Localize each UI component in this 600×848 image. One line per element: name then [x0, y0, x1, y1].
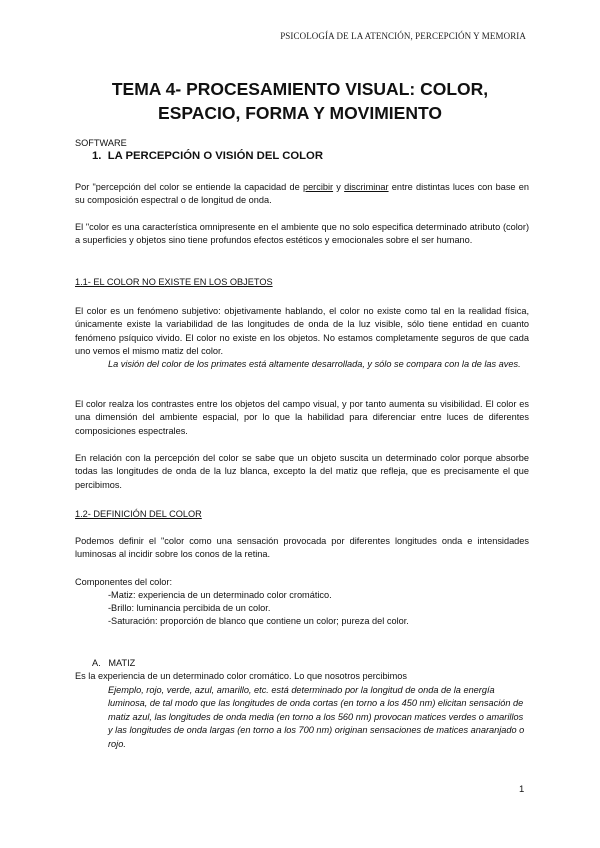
component-item: -Matiz: experiencia de un determinado color cromático.	[108, 590, 332, 600]
subsection-title: MATIZ	[108, 658, 136, 668]
link-discriminar[interactable]: discriminar	[344, 182, 389, 192]
subsection-letter: A.	[92, 658, 101, 668]
italic-note-primates: La visión del color de los primates está altamente desarrollada, y sólo se compara con la de las aves.	[108, 359, 521, 369]
page-title-line-1: TEMA 4- PROCESAMIENTO VISUAL: COLOR,	[111, 79, 489, 99]
section-heading-1	[92, 150, 323, 162]
paragraph-fenomeno-subjetivo: El color es un fenómeno subjetivo: objetivamente hablando, el color no existe como tal en la realidad física, únicamente existe la variabilidad de las longitudes de onda de la luz visible, sólo tiene entidad en cuanto fenómeno psíquico vivido. El color no existe en los objetos. No estamos completamente seguros de que cada uno vemos el mismo matiz del color.	[75, 306, 529, 357]
definition-text-end: entre distintas luces con base en su composición espectral o de longitud de onda.	[75, 182, 529, 206]
paragraph-contrastes: El color realza los contrastes entre los objetos del campo visual, y por tanto aumenta su visibilidad. El color es una dimensión del ambiente espacial, por lo que la habilidad para diferenciar entre luces de diferentes composiciones espectrales.	[75, 399, 529, 436]
paragraph-color-omnipresente: El "color es una característica omnipresente en el ambiente que no solo especifica determinado atributo (color) a superficies y objetos sino tiene profundos efectos estéticos y emocionales sobre el ser humano.	[75, 222, 529, 246]
definition-text-mid: y	[333, 182, 345, 192]
running-header: PSICOLOGÍA DE LA ATENCIÓN, PERCEPCIÓN Y MEMORIA	[280, 31, 526, 41]
subsection-heading-1-1: 1.1- EL COLOR NO EXISTE EN LOS OBJETOS	[75, 277, 273, 287]
italic-example-wavelengths: Ejemplo, rojo, verde, azul, amarillo, etc. está determinado por la longitud de onda de la energía luminosa, de tal modo que las longitudes de onda cortas (en torno a los 450 nm) elicitan sensación de matiz azul, las longitudes de onda media (en torno a los 560 nm) provocan matices verdes o amarillos y las longitudes de onda largas (en torno a los 700 nm) originan sensaciones de matices anaranjado o rojo.	[108, 685, 525, 749]
software-label: SOFTWARE	[75, 138, 127, 148]
section-title: LA PERCEPCIÓN O VISIÓN DEL COLOR	[107, 150, 323, 162]
components-label: Componentes del color:	[75, 577, 173, 587]
subsection-heading-a	[92, 657, 135, 670]
component-item: -Saturación: proporción de blanco que contiene un color; pureza del color.	[108, 616, 409, 626]
matiz-definition-line: Es la experiencia de un determinado color cromático. Lo que nosotros percibimos	[75, 671, 407, 681]
subsection-heading-1-2: 1.2- DEFINICIÓN DEL COLOR	[75, 509, 202, 519]
link-percibir[interactable]: percibir	[302, 182, 334, 192]
page-title-line-2: ESPACIO, FORMA Y MOVIMIENTO	[158, 103, 442, 123]
component-item: -Brillo: luminancia percibida de un color.	[108, 603, 271, 613]
page-title	[0, 77, 600, 125]
definition-paragraph	[75, 181, 529, 208]
section-number: 1.	[92, 150, 102, 162]
paragraph-relacion-percepcion: En relación con la percepción del color se sabe que un objeto suscita un determinado color porque absorbe todas las longitudes de onda de la luz blanca, excepto la del matiz que refleja, que es precisamente el que percibimos.	[75, 453, 529, 490]
definition-text-start: Por "percepción del color se entiende la capacidad de	[75, 182, 303, 192]
paragraph-definicion-color: Podemos definir el "color como una sensación provocada por diferentes longitudes onda e intensidades luminosas al incidir sobre los conos de la retina.	[75, 536, 529, 560]
page-number: 1	[519, 784, 525, 795]
